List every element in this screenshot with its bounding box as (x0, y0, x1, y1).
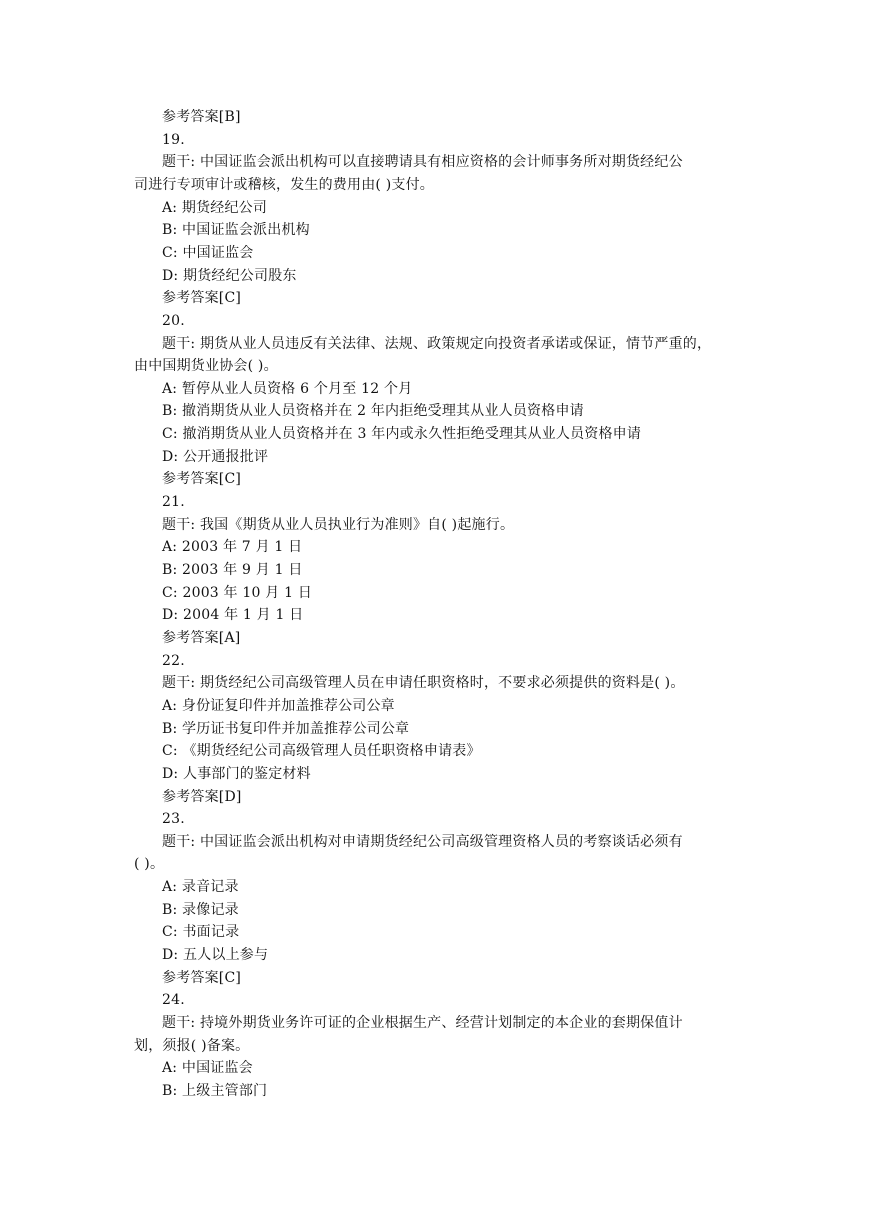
question-number: 24. (162, 992, 185, 1009)
option-line: D: 五人以上参与 (162, 947, 269, 963)
option-line: C: 撤消期货从业人员资格并在 3 年内或永久性拒绝受理其从业人员资格申请 (162, 426, 642, 443)
answer-key-line: 参考答案[B] (162, 109, 241, 125)
answer-key-line: 参考答案[D] (162, 788, 242, 805)
option-line: C: 2003 年 10 月 1 日 (162, 584, 313, 601)
option-line: B: 学历证书复印件并加盖推荐公司公章 (162, 720, 410, 737)
question-stem-line: 题干: 我国《期货从业人员执业行为准则》自( )起施行。 (162, 516, 515, 533)
option-line: B: 2003 年 9 月 1 日 (162, 562, 303, 578)
option-line: C: 《期货经纪公司高级管理人员任职资格申请表》 (162, 743, 481, 760)
option-line: A: 期货经纪公司 (162, 199, 268, 216)
question-number: 19. (162, 131, 185, 148)
option-line: A: 身份证复印件并加盖推荐公司公章 (162, 697, 395, 714)
question-number: 21. (162, 494, 185, 510)
option-line: B: 录像记录 (162, 901, 239, 918)
option-line: B: 中国证监会派出机构 (162, 222, 310, 239)
option-line: B: 上级主管部门 (162, 1082, 268, 1099)
option-line: C: 中国证监会 (162, 244, 254, 261)
option-line: A: 中国证监会 (162, 1060, 253, 1077)
question-stem-continuation: ( )。 (134, 856, 165, 873)
option-line: B: 撤消期货从业人员资格并在 2 年内拒绝受理其从业人员资格申请 (162, 403, 584, 420)
question-stem-line: 题干: 中国证监会派出机构对申请期货经纪公司高级管理资格人员的考察谈话必须有 (162, 833, 683, 850)
question-stem-continuation: 划，须报( )备案。 (134, 1037, 250, 1054)
option-line: D: 2004 年 1 月 1 日 (162, 607, 304, 624)
answer-key-line: 参考答案[C] (162, 471, 242, 488)
question-stem-line: 题干: 中国证监会派出机构可以直接聘请具有相应资格的会计师事务所对期货经纪公 (162, 154, 683, 171)
answer-key-line: 参考答案[C] (162, 290, 242, 307)
question-stem-line: 题干: 持境外期货业务许可证的企业根据生产、经营计划制定的本企业的套期保值计 (162, 1015, 683, 1031)
option-line: A: 2003 年 7 月 1 日 (162, 539, 303, 556)
option-line: A: 录音记录 (162, 879, 239, 896)
option-line: D: 期货经纪公司股东 (162, 267, 297, 284)
option-line: D: 人事部门的鉴定材料 (162, 765, 311, 782)
question-number: 23. (162, 811, 185, 828)
option-line: A: 暂停从业人员资格 6 个月至 12 个月 (162, 380, 413, 397)
option-line: C: 书面记录 (162, 924, 240, 941)
question-stem-line: 题干: 期货经纪公司高级管理人员在申请任职资格时，不要求必须提供的资料是( )。 (162, 675, 685, 692)
question-number: 20. (162, 312, 185, 329)
answer-key-line: 参考答案[A] (162, 629, 241, 646)
option-line: D: 公开通报批评 (162, 448, 269, 465)
question-stem-line: 题干: 期货从业人员违反有关法律、法规、政策规定向投资者承诺或保证，情节严重的， (162, 335, 712, 352)
question-stem-continuation: 司进行专项审计或稽核，发生的费用由( )支付。 (134, 176, 434, 193)
question-stem-continuation: 由中国期货业协会( )。 (134, 358, 278, 375)
question-number: 22. (162, 652, 185, 669)
answer-key-line: 参考答案[C] (162, 969, 242, 986)
